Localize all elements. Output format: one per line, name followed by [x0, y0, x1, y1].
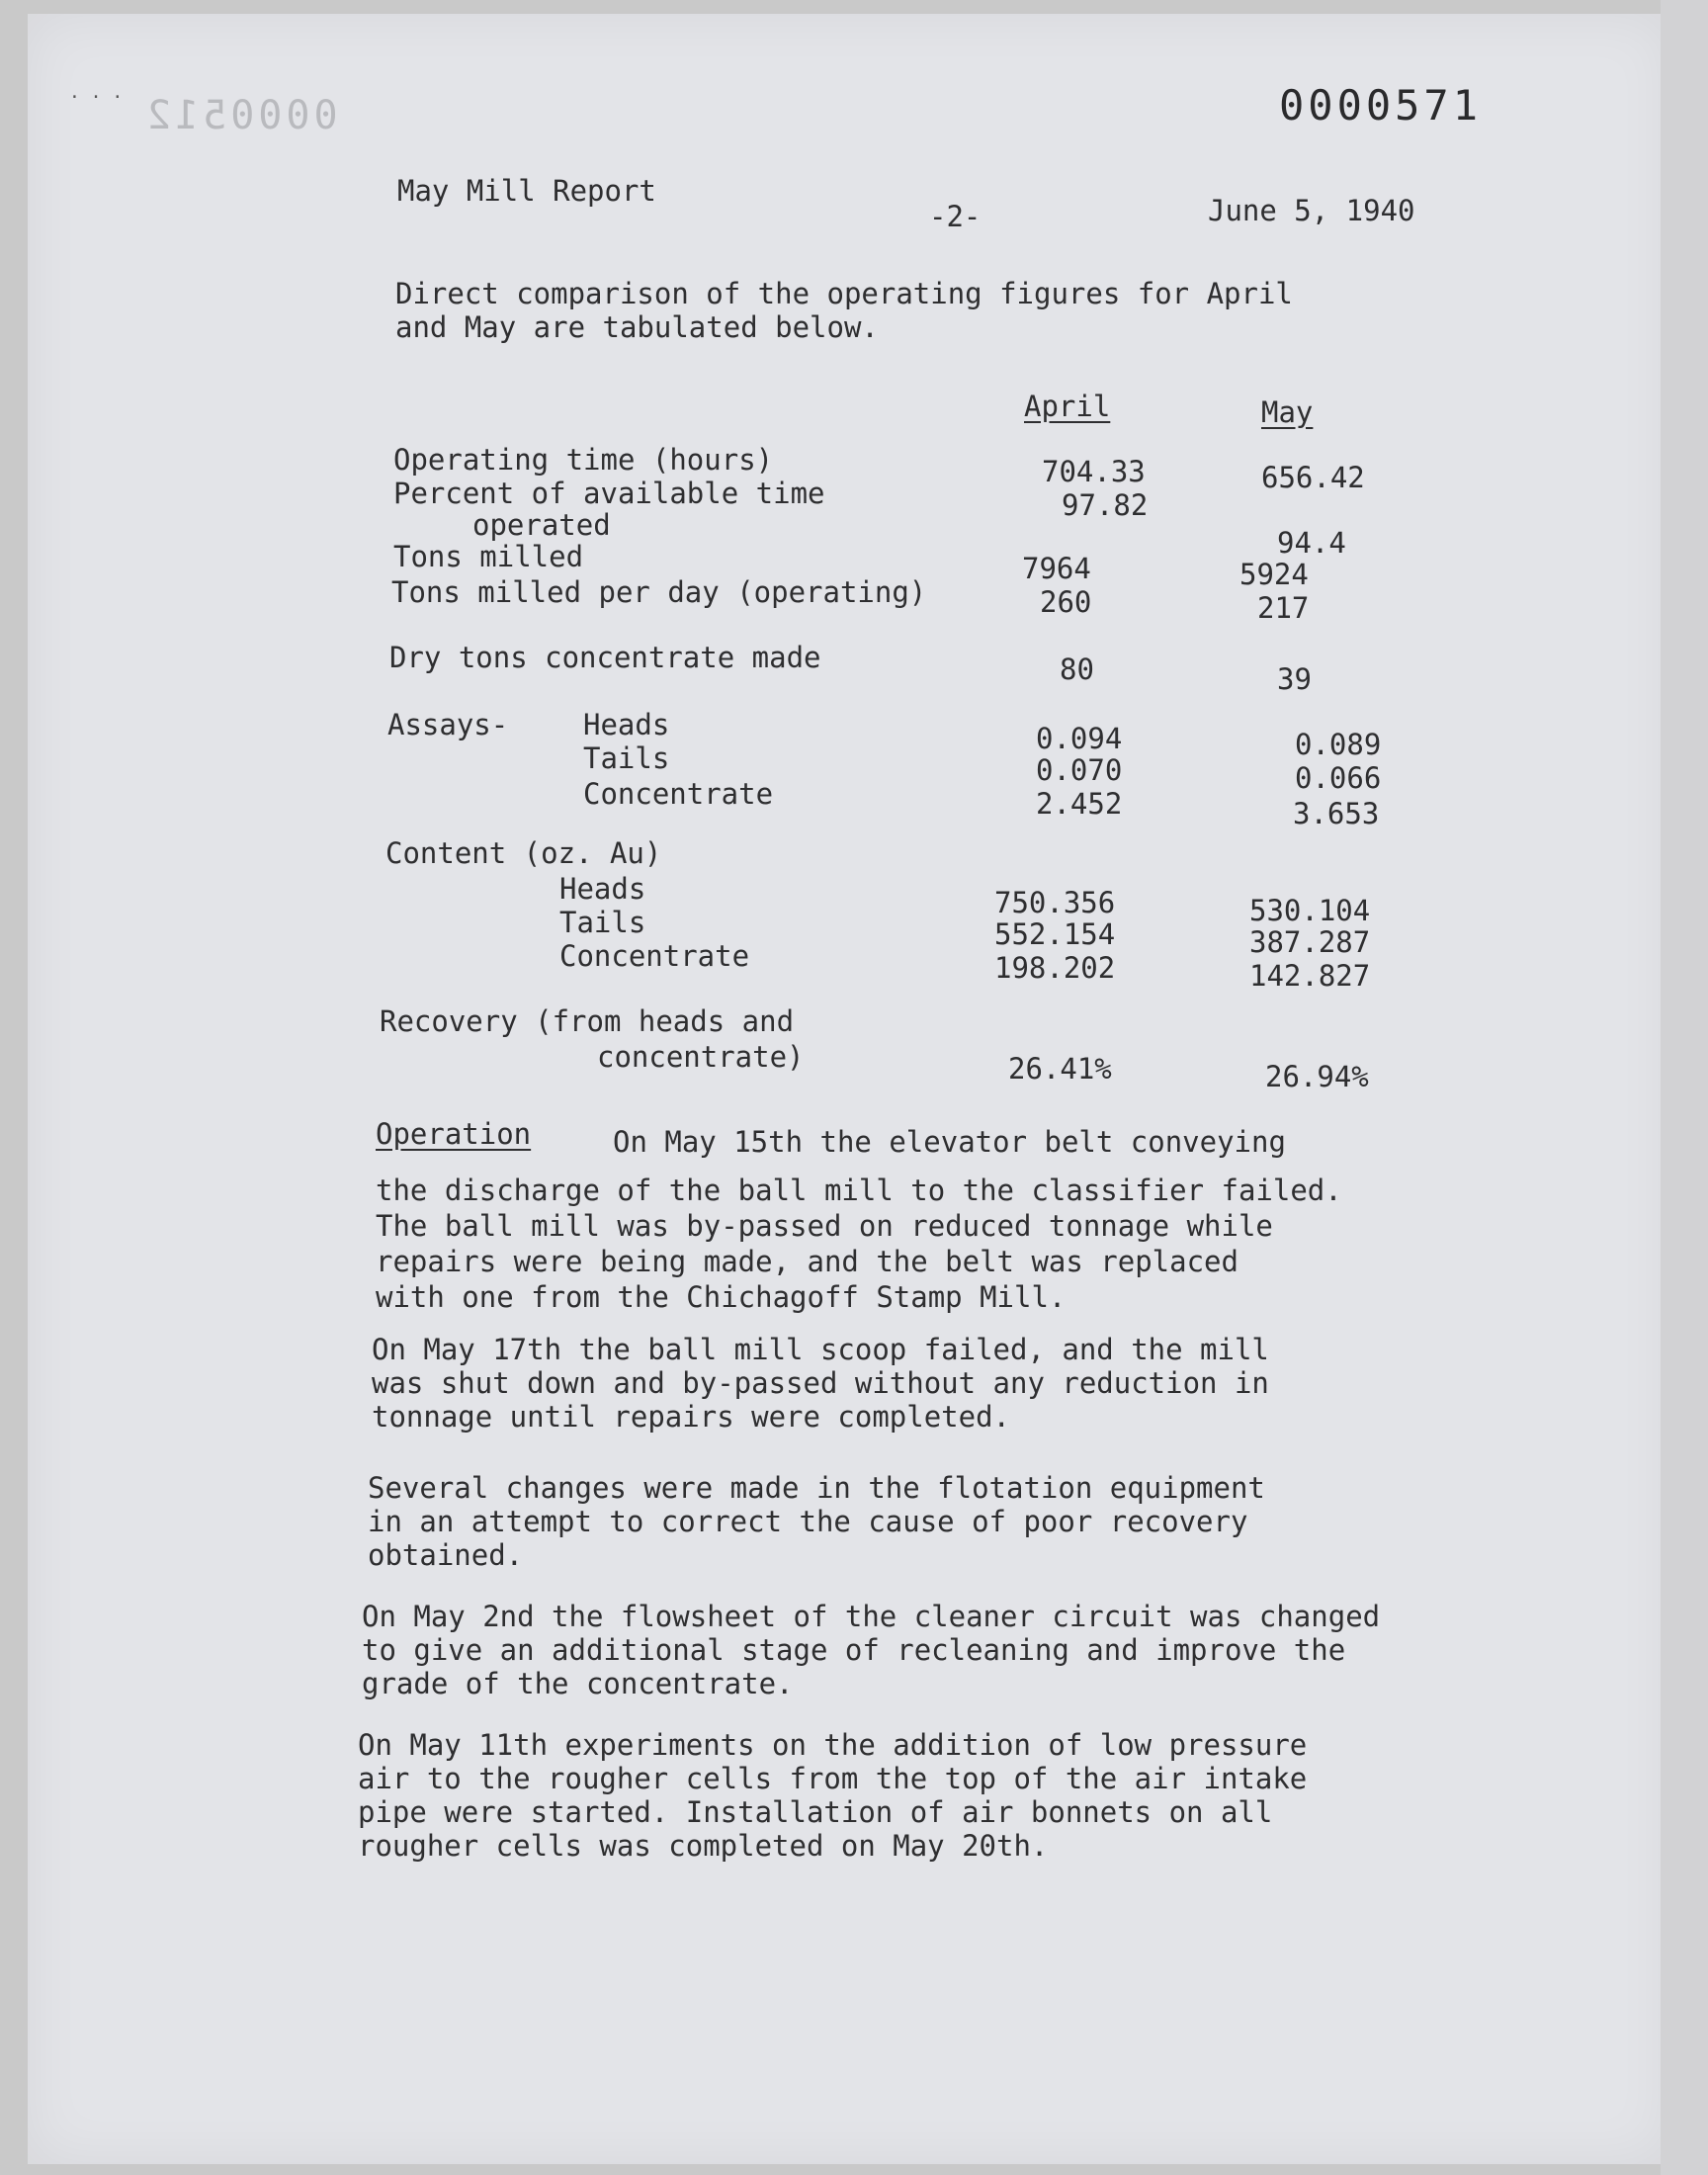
- may-assay-heads: 0.089: [1295, 728, 1382, 761]
- paragraph-line: to give an additional stage of recleaning and improve the: [362, 1633, 1346, 1667]
- page-edge: [1661, 0, 1708, 2175]
- operation-line: the discharge of the ball mill to the classifier failed.: [376, 1174, 1342, 1207]
- april-tons-milled: 7964: [1022, 552, 1091, 585]
- column-header-april: April: [1024, 390, 1111, 423]
- page-number: -2-: [929, 200, 982, 233]
- operation-line: The ball mill was by-passed on reduced tonnage while: [376, 1209, 1273, 1243]
- may-tons-milled: 5924: [1239, 558, 1309, 591]
- operation-line: repairs were being made, and the belt was replaced: [376, 1245, 1238, 1278]
- operation-first-line: On May 15th the elevator belt conveying: [613, 1125, 1286, 1159]
- april-content-heads: 750.356: [994, 886, 1116, 919]
- speck-marks: · · ·: [69, 87, 124, 108]
- paragraph-line: tonnage until repairs were completed.: [372, 1400, 1011, 1434]
- row-label-assay-tails: Tails: [583, 741, 670, 775]
- april-percent: 97.82: [1062, 488, 1149, 522]
- may-content-concentrate: 142.827: [1249, 959, 1371, 993]
- doc-number: 0000571: [1279, 81, 1483, 130]
- may-percent: 94.4: [1277, 526, 1346, 560]
- paragraph-line: was shut down and by-passed without any reduction in: [372, 1366, 1269, 1400]
- paragraph-line: On May 17th the ball mill scoop failed, and the mill: [372, 1333, 1269, 1366]
- may-operating-time: 656.42: [1261, 461, 1365, 494]
- may-content-heads: 530.104: [1249, 894, 1371, 927]
- row-label-recovery: Recovery (from heads and: [380, 1004, 795, 1038]
- column-header-may: May: [1261, 395, 1314, 429]
- april-recovery: 26.41%: [1008, 1052, 1112, 1086]
- row-label-dry-tons: Dry tons concentrate made: [389, 641, 821, 674]
- operation-heading: Operation: [376, 1117, 532, 1151]
- april-assay-heads: 0.094: [1036, 722, 1123, 755]
- april-tons-per-day: 260: [1040, 585, 1092, 619]
- section-label-content: Content (oz. Au): [385, 836, 662, 870]
- may-assay-tails: 0.066: [1295, 761, 1382, 795]
- april-content-tails: 552.154: [994, 917, 1116, 951]
- row-label-content-tails: Tails: [559, 906, 646, 939]
- row-label-content-heads: Heads: [559, 872, 646, 906]
- paragraph-cleaner-circuit: [362, 1600, 1380, 1700]
- paragraph-scoop: [372, 1333, 1269, 1434]
- april-assay-concentrate: 2.452: [1036, 787, 1123, 821]
- paragraph-line: grade of the concentrate.: [362, 1667, 794, 1700]
- ghost-doc-number: 0000512: [143, 93, 338, 138]
- paragraph-line: pipe were started. Installation of air bonnets on all: [358, 1795, 1273, 1829]
- row-label-percent: Percent of available time: [393, 477, 825, 510]
- paragraph-line: rougher cells was completed on May 20th.: [358, 1829, 1049, 1863]
- paragraph-line: On May 11th experiments on the addition of low pressure: [358, 1728, 1308, 1762]
- april-dry-tons: 80: [1060, 652, 1094, 686]
- may-recovery: 26.94%: [1265, 1060, 1369, 1093]
- intro-paragraph: [395, 277, 1293, 344]
- april-content-concentrate: 198.202: [994, 951, 1116, 985]
- row-label-tons-per-day: Tons milled per day (operating): [391, 575, 927, 609]
- row-label-assay-concentrate: Concentrate: [583, 777, 774, 811]
- row-label-percent-cont: operated: [472, 508, 611, 542]
- may-tons-per-day: 217: [1257, 591, 1310, 625]
- paragraph-flotation: [368, 1471, 1265, 1572]
- april-assay-tails: 0.070: [1036, 753, 1123, 787]
- paragraph-line: Several changes were made in the flotation equipment: [368, 1471, 1265, 1505]
- intro-line: Direct comparison of the operating figures for April: [395, 277, 1293, 310]
- row-label-content-concentrate: Concentrate: [559, 939, 750, 973]
- paragraph-line: in an attempt to correct the cause of poor recovery: [368, 1505, 1248, 1538]
- may-content-tails: 387.287: [1249, 925, 1371, 959]
- operation-line: with one from the Chichagoff Stamp Mill.: [376, 1280, 1067, 1314]
- header-title: May Mill Report: [397, 174, 656, 208]
- header-date: June 5, 1940: [1208, 194, 1415, 227]
- operation-paragraph: [376, 1173, 1342, 1315]
- paragraph-line: air to the rougher cells from the top of the air intake: [358, 1762, 1308, 1795]
- may-assay-concentrate: 3.653: [1293, 797, 1380, 830]
- row-label-recovery-cont: concentrate): [597, 1040, 805, 1074]
- paragraph-line: obtained.: [368, 1538, 524, 1572]
- row-label-assay-heads: Heads: [583, 708, 670, 741]
- april-operating-time: 704.33: [1042, 455, 1146, 488]
- section-label-assays: Assays-: [387, 708, 509, 741]
- paragraph-air-experiments: [358, 1728, 1307, 1863]
- paragraph-line: On May 2nd the flowsheet of the cleaner circuit was changed: [362, 1600, 1381, 1633]
- may-dry-tons: 39: [1277, 662, 1312, 696]
- row-label-operating-time: Operating time (hours): [393, 443, 774, 477]
- intro-line: and May are tabulated below.: [395, 310, 879, 344]
- row-label-tons-milled: Tons milled: [393, 540, 584, 573]
